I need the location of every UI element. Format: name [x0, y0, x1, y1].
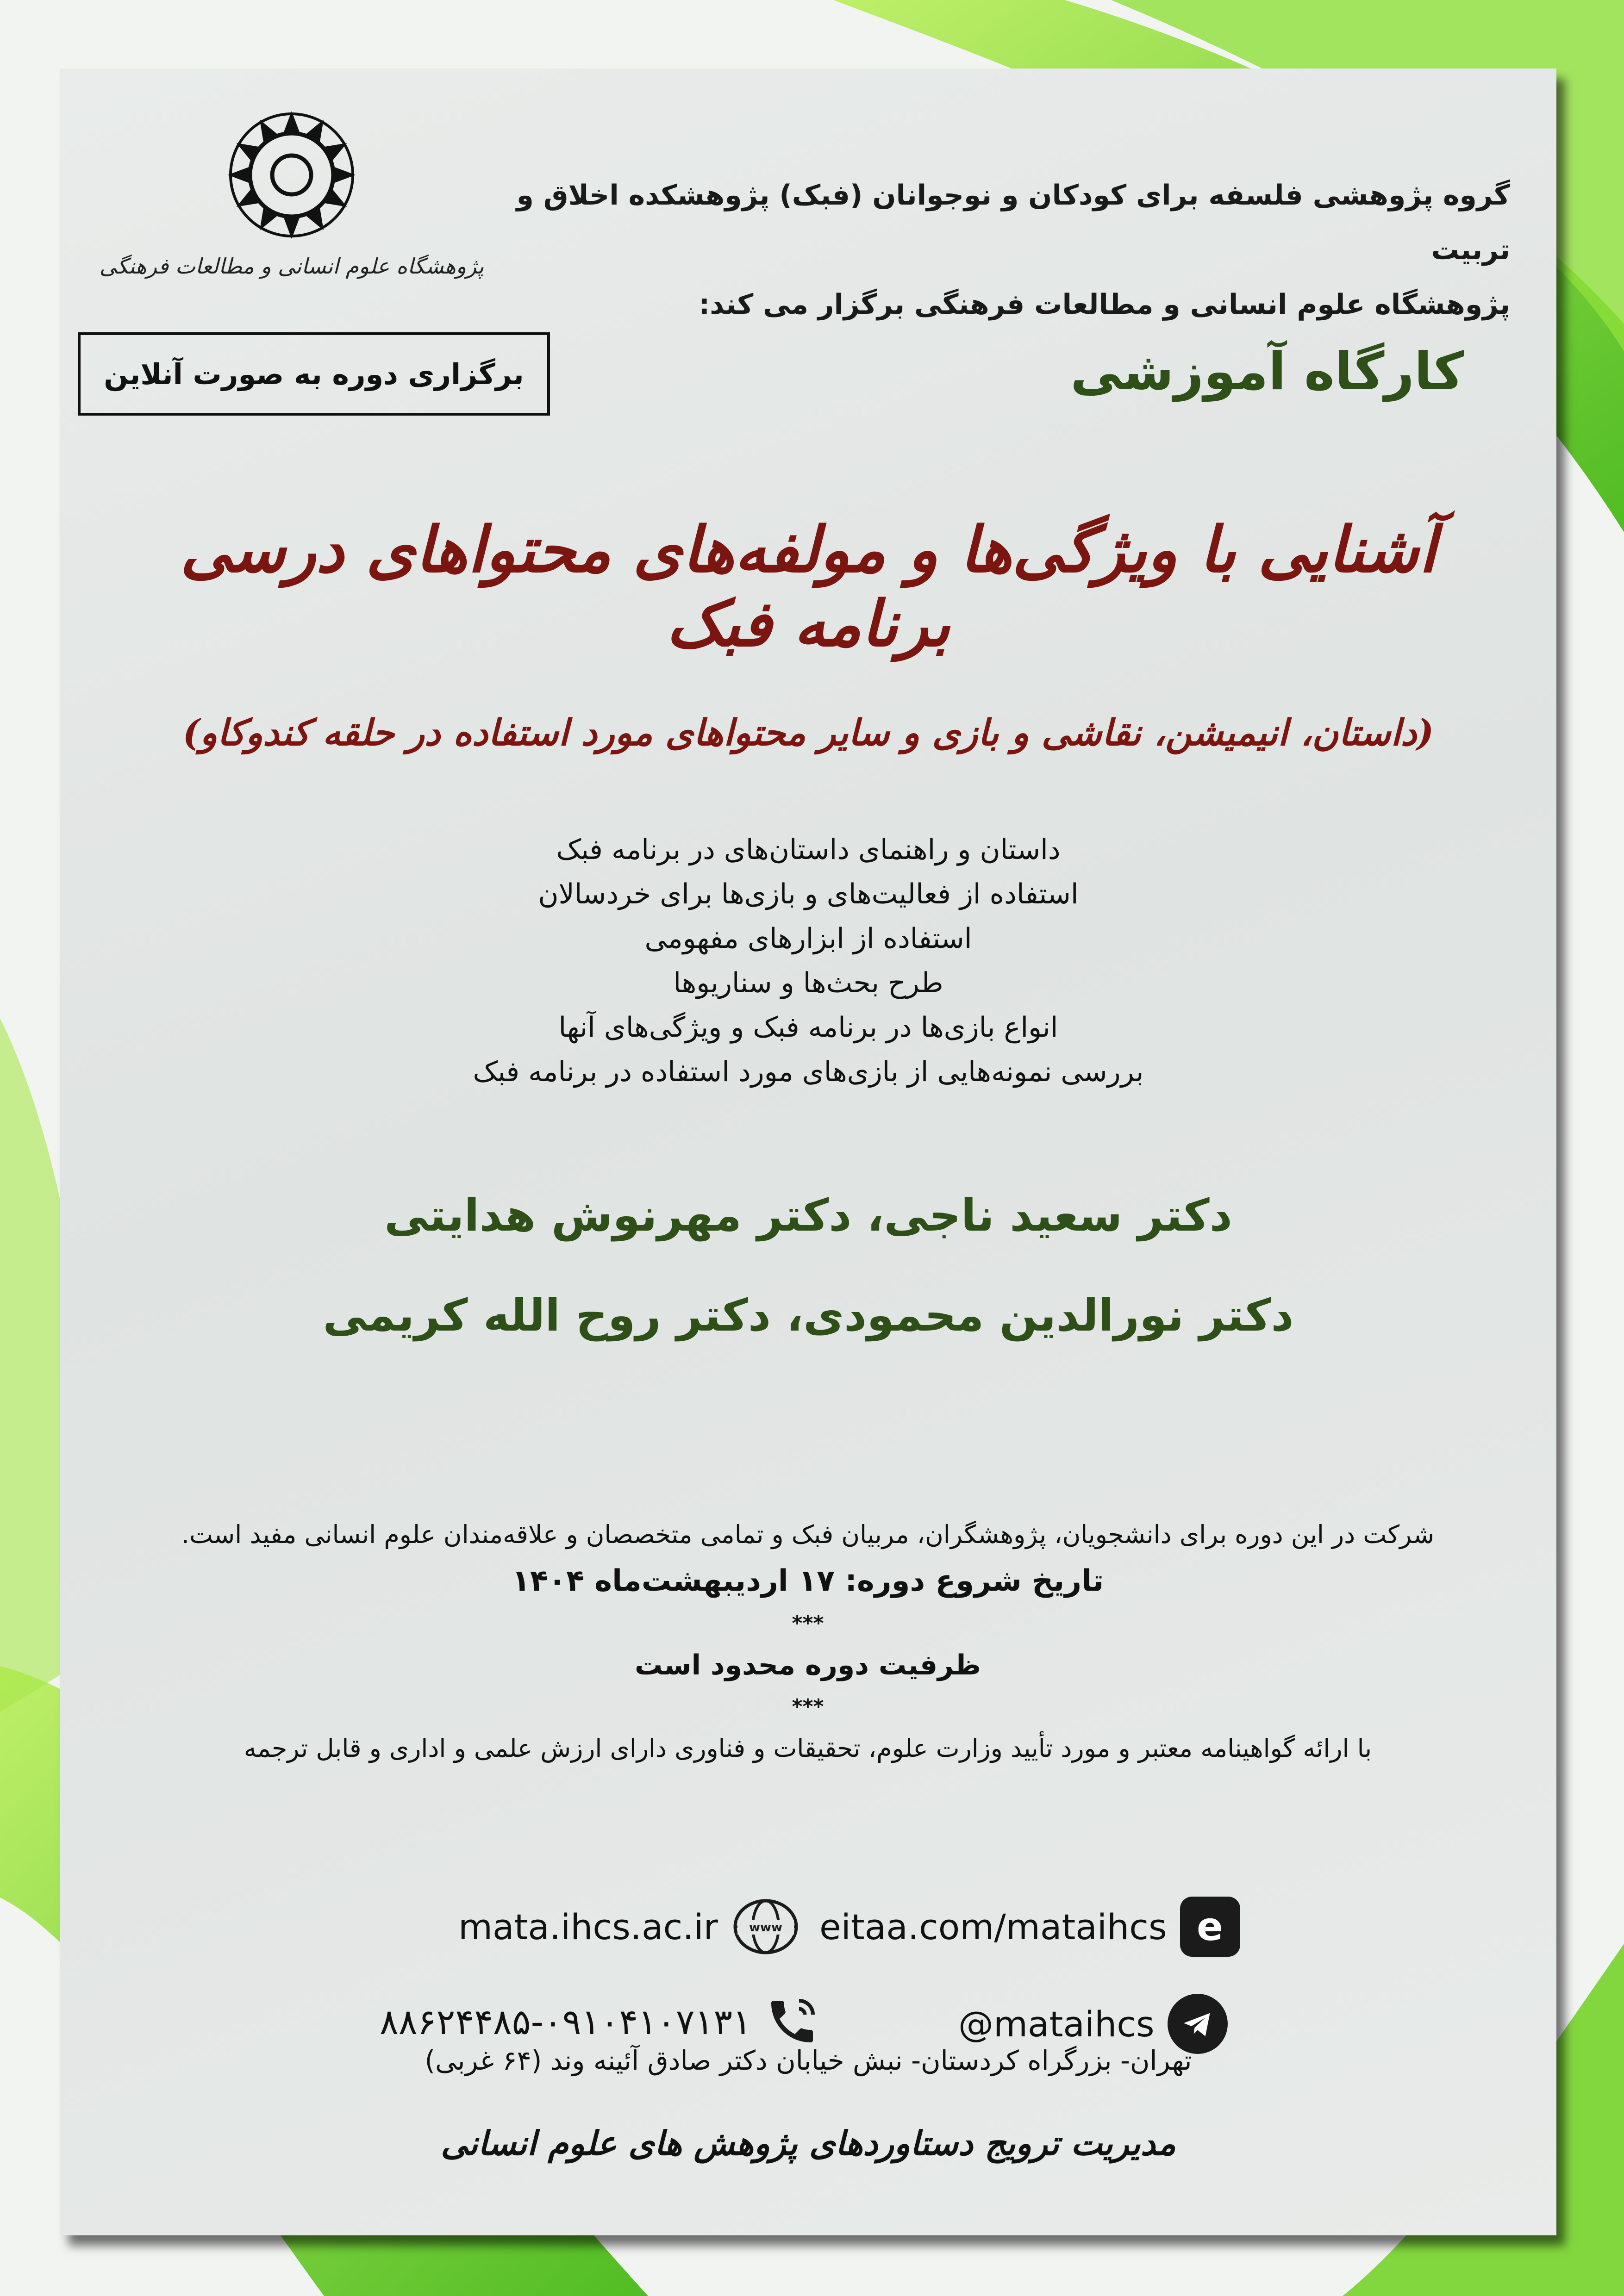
audience-text: شرکت در این دوره برای دانشجویان، پژوهشگران، مربیان فبک و تمامی متخصصان و علاقه‌مندان علوم انسانی مفید است.: [181, 1520, 1435, 1549]
institute-logo: [99, 106, 484, 365]
instructors-line-2: دکتر نورالدین محمودی، دکتر روح الله کریمی: [323, 1289, 1294, 1341]
separator-stars: ***: [792, 1695, 824, 1718]
workshop-title: آشنایی با ویژگی‌ها و مولفه‌های محتواهای درسی برنامه فبک: [180, 513, 1437, 661]
list-item: استفاده از فعالیت‌های و بازی‌ها برای خردسالان: [538, 878, 1079, 910]
phone-icon: [764, 1994, 820, 2049]
list-item: داستان و راهنمای داستان‌های در برنامه فبک: [556, 834, 1061, 866]
globe-icon: [731, 1897, 800, 1957]
poster-panel: [60, 68, 1556, 2235]
topics-list: [106, 828, 1510, 1094]
star-rosette-icon: [222, 106, 361, 244]
workshop-subtitle: (داستان، انیمیشن، نقاشی و بازی و سایر محتواهای مورد استفاده در حلقه کندوکاو): [182, 712, 1434, 754]
organizer-line-1: گروه پژوهشی فلسفه برای کودکان و نوجوانان (فبک) پژوهشکده اخلاق و تربیت: [516, 179, 1510, 266]
certificate-notice: با ارائه گواهینامه معتبر و مورد تأیید وزارت علوم، تحقیقات و فناوری دارای ارزش علمی و اداری و قابل ترجمه: [244, 1734, 1372, 1763]
separator-stars: ***: [792, 1612, 824, 1635]
organizer-text: [492, 168, 1510, 332]
website-link[interactable]: mata.ihcs.ac.ir: [458, 1906, 718, 1948]
list-item: طرح بحث‌ها و سناریوها: [673, 967, 943, 999]
address: تهران- بزرگراه کردستان- نبش خیابان دکتر صادق آئینه وند (۶۴ غربی): [425, 2045, 1192, 2076]
list-item: بررسی نمونه‌هایی از بازی‌های مورد استفاده در برنامه فبک: [473, 1056, 1144, 1088]
phone-numbers: ۸۸۶۲۴۴۸۵-۰۹۱۰۴۱۰۷۱۳۱: [380, 2001, 752, 2042]
workshop-label: کارگاه آموزشی: [1070, 342, 1464, 402]
phone-contact: [380, 1994, 820, 2049]
eitaa-contact[interactable]: [819, 1897, 1240, 1957]
instructors: [106, 1165, 1510, 1365]
footer-department: مدیریت ترویج دستاوردهای پژوهش های علوم انسانی: [441, 2123, 1176, 2163]
svg-text:www: www: [749, 1921, 782, 1935]
online-badge: برگزاری دوره به صورت آنلاین: [78, 332, 550, 416]
instructors-line-1: دکتر سعید ناجی، دکتر مهرنوش هدایتی: [384, 1189, 1232, 1241]
organizer-line-2: پژوهشگاه علوم انسانی و مطالعات فرهنگی برگزار می کند:: [699, 288, 1510, 321]
logo-caption: پژوهشگاه علوم انسانی و مطالعات فرهنگی: [99, 254, 484, 279]
website-contact[interactable]: [458, 1897, 800, 1957]
start-date: تاریخ شروع دوره: ۱۷ اردیبهشت‌ماه ۱۴۰۴: [512, 1564, 1104, 1598]
capacity-notice: ظرفیت دوره محدود است: [634, 1649, 981, 1681]
list-item: انواع بازی‌ها در برنامه فبک و ویژگی‌های آنها: [558, 1011, 1058, 1044]
eitaa-link[interactable]: eitaa.com/mataihcs: [819, 1906, 1167, 1948]
telegram-link[interactable]: @mataihcs: [958, 2003, 1155, 2045]
list-item: استفاده از ابزارهای مفهومی: [644, 922, 972, 955]
eitaa-icon: e: [1180, 1897, 1240, 1957]
course-info: [88, 1512, 1528, 1772]
